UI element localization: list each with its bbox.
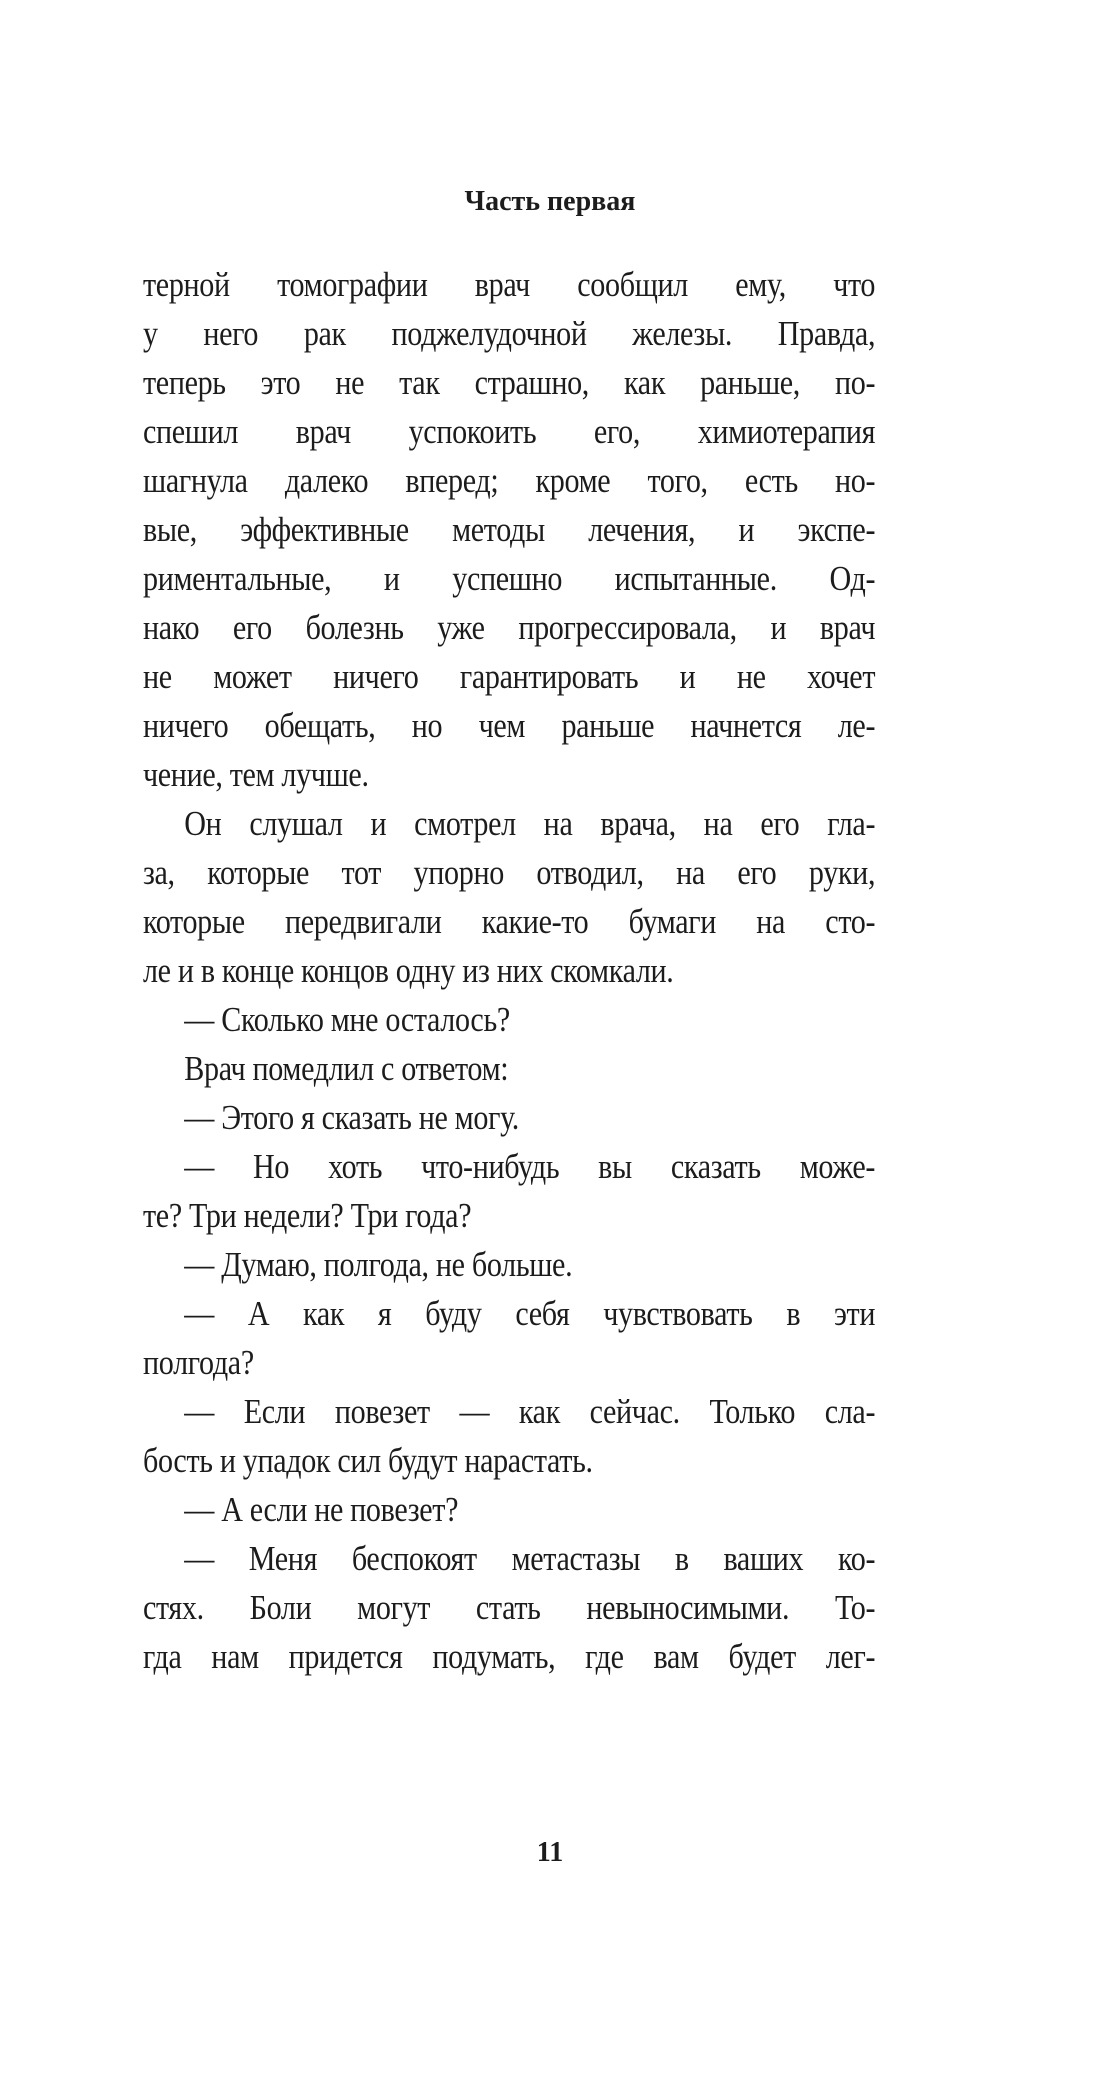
text-line: те? Три недели? Три года?	[143, 1196, 472, 1235]
text-line: — Думаю, полгода, не больше.	[184, 1245, 573, 1284]
text-line: — Этого я сказать не могу.	[184, 1098, 519, 1137]
text-line: — А если не повезет?	[184, 1490, 459, 1529]
text-line: терной томографии врач сообщил ему, что	[143, 265, 876, 304]
text-line: нако его болезнь уже прогрессировала, и врач	[143, 608, 876, 647]
text-line: у него рак поджелудочной железы. Правда,	[143, 314, 876, 353]
text-line: спешил врач успокоить его, химиотерапия	[143, 412, 876, 451]
text-line: ничего обещать, но чем раньше начнется ле-	[143, 706, 876, 745]
text-line: риментальные, и успешно испытанные. Од-	[143, 559, 876, 598]
text-line: ле и в конце концов одну из них скомкали.	[143, 951, 674, 990]
text-line: гда нам придется подумать, где вам будет лег-	[143, 1637, 876, 1676]
text-line: Врач помедлил с ответом:	[184, 1049, 509, 1088]
page-number: 11	[536, 1837, 564, 1868]
body-text	[143, 260, 875, 1681]
text-line: — Меня беспокоят метастазы в ваших ко-	[184, 1539, 876, 1578]
text-line: — Сколько мне осталось?	[184, 1000, 510, 1039]
text-line: теперь это не так страшно, как раньше, по-	[143, 363, 876, 402]
text-line: стях. Боли могут стать невыносимыми. То-	[143, 1588, 876, 1627]
text-line: — Если повезет — как сейчас. Только сла-	[184, 1392, 876, 1431]
text-line: не может ничего гарантировать и не хочет	[143, 657, 876, 696]
text-line: бость и упадок сил будут нарастать.	[143, 1441, 593, 1480]
text-line: — А как я буду себя чувствовать в эти	[184, 1294, 876, 1333]
text-line: за, которые тот упорно отводил, на его руки,	[143, 853, 876, 892]
text-line: Он слушал и смотрел на врача, на его гла-	[184, 804, 876, 843]
text-line: которые передвигали какие-то бумаги на сто-	[143, 902, 876, 941]
text-line: шагнула далеко вперед; кроме того, есть но-	[143, 461, 876, 500]
text-line: — Но хоть что-нибудь вы сказать може-	[184, 1147, 876, 1186]
running-head: Часть первая	[464, 186, 636, 217]
text-line: полгода?	[143, 1343, 254, 1382]
text-line: вые, эффективные методы лечения, и экспе-	[143, 510, 876, 549]
text-line: чение, тем лучше.	[143, 755, 369, 794]
